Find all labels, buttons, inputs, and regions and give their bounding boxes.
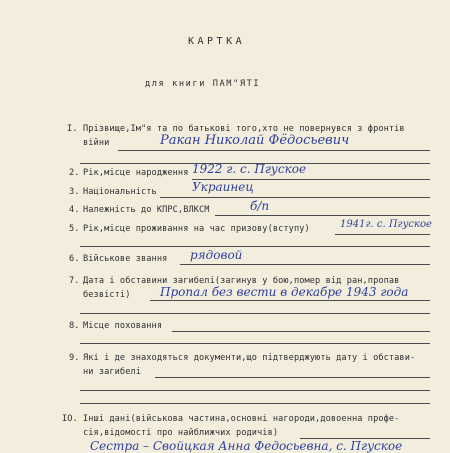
field-number: IO. — [62, 414, 78, 424]
handwritten-value: Украинец — [192, 180, 254, 194]
field-label-continued: війни — [83, 138, 110, 148]
field-label: Інші дані(військова частина,основні нагороди,довоенна профе- — [83, 414, 400, 424]
underline — [80, 246, 430, 247]
underline — [118, 150, 430, 151]
underline — [160, 197, 430, 198]
underline — [215, 215, 430, 216]
field-label: Належність до КПРС,ВЛКСМ — [83, 205, 210, 215]
underline — [300, 438, 430, 439]
field-number: 2. — [69, 168, 80, 178]
underline — [80, 343, 430, 344]
field-label-continued: ни загибелі — [83, 367, 142, 377]
field-number: 6. — [69, 254, 80, 264]
field-label: Місце поховання — [83, 321, 163, 331]
field-label: Прізвище,Ім"я та по батькові того,хто не повернувся з фронтів — [83, 124, 405, 134]
field-label: Рік,місце проживання на час призову(вступу) — [83, 224, 310, 234]
field-label: Національність — [83, 187, 157, 197]
underline — [172, 331, 430, 332]
field-number: 8. — [69, 321, 80, 331]
card-subtitle: для книги ПАМ"ЯТІ — [145, 79, 261, 89]
field-number: 5. — [69, 224, 80, 234]
field-number: 9. — [69, 353, 80, 363]
field-label: Військове звання — [83, 254, 168, 264]
handwritten-value: б/п — [250, 199, 270, 213]
field-number: I. — [67, 124, 78, 134]
field-number: 3. — [69, 187, 80, 197]
field-label: Рік,місце народження — [83, 168, 189, 178]
handwritten-value: 1922 г. с. Пгуское — [192, 162, 307, 176]
underline — [150, 300, 430, 301]
underline — [335, 234, 430, 235]
underline — [80, 403, 430, 404]
handwritten-value: Пропал без вести в декабре 1943 года — [160, 285, 409, 299]
handwritten-value: 1941г. с. Пгуское — [340, 219, 432, 230]
handwritten-value: рядовой — [190, 248, 243, 262]
underline — [80, 390, 430, 391]
field-number: 4. — [69, 205, 80, 215]
underline — [155, 377, 430, 378]
underline — [80, 313, 430, 314]
field-label-continued: сія,відомості про найближчих родичів) — [83, 428, 279, 438]
field-label: Дата і обставини загибелі(загинув у бою,помер від ран,пропав — [83, 276, 400, 286]
field-label-continued: безвісті) — [83, 290, 131, 300]
underline — [180, 264, 430, 265]
handwritten-value: Ракан Николай Фёдосьевич — [160, 133, 350, 148]
card-title: КАРТКА — [188, 36, 246, 47]
field-number: 7. — [69, 276, 80, 286]
field-label: Які і де знаходяться документи,що підтверджують дату і обстави- — [83, 353, 416, 363]
handwritten-value: Сестра – Свойцкая Анна Федосьевна, с. Пгуское — [90, 439, 403, 453]
